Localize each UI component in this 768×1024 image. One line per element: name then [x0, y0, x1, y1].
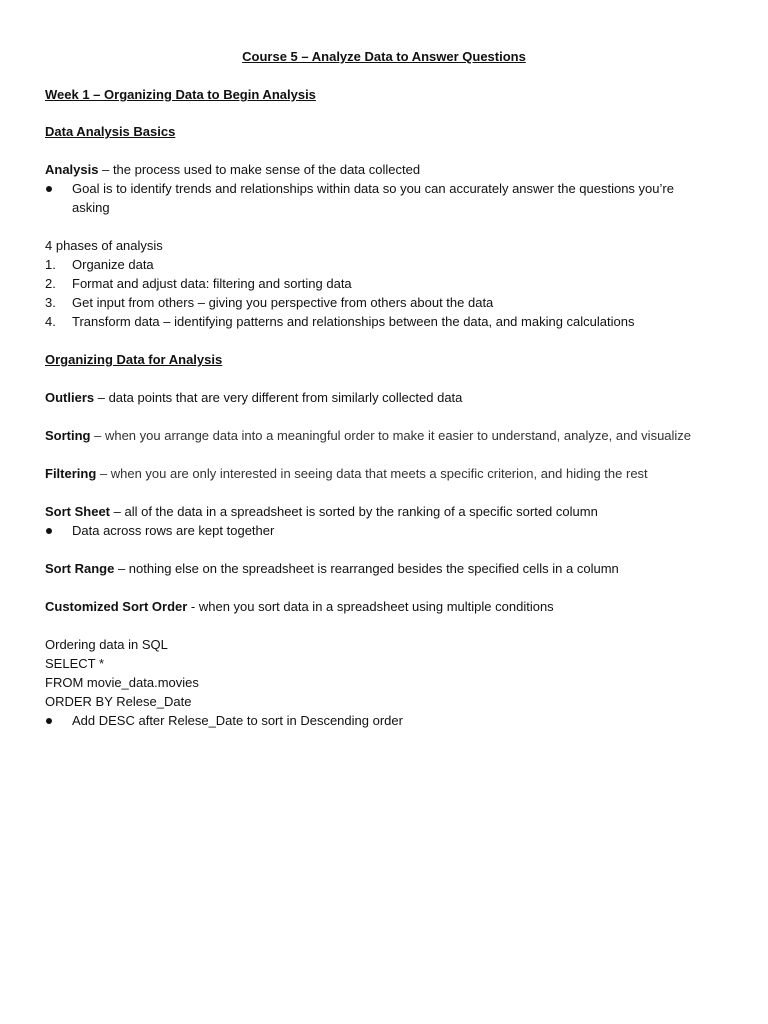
- document-title: Course 5 – Analyze Data to Answer Questions: [242, 49, 526, 64]
- sql-bullet: [45, 711, 738, 730]
- term: Sort Range: [45, 561, 115, 576]
- sql-line: FROM movie_data.movies: [45, 675, 199, 690]
- sort-range-definition: [45, 559, 738, 578]
- list-number: 4.: [45, 314, 56, 329]
- definition-text: – data points that are very different from similarly collected data: [94, 390, 463, 405]
- definition-text: – when you are only interested in seeing data that meets a specific criterion, and hiding the rest: [96, 466, 648, 481]
- phase-item: [45, 293, 738, 312]
- definition-text: – nothing else on the spreadsheet is rearranged besides the specified cells in a column: [114, 561, 619, 576]
- list-text: Organize data: [72, 257, 154, 272]
- week-heading: Week 1 – Organizing Data to Begin Analysis: [45, 87, 316, 102]
- definition-text: – when you arrange data into a meaningful order to make it easier to understand, analyze, and visualize: [90, 428, 692, 443]
- sort-sheet-bullet: [45, 521, 738, 540]
- bullet-icon: [46, 718, 52, 724]
- list-number: 3.: [45, 295, 56, 310]
- phases-intro: 4 phases of analysis: [45, 238, 163, 253]
- sql-intro: Ordering data in SQL: [45, 637, 168, 652]
- list-number: 1.: [45, 257, 56, 272]
- list-text: Get input from others – giving you perspective from others about the data: [72, 295, 494, 310]
- section-heading-organizing: Organizing Data for Analysis: [45, 352, 223, 367]
- bullet-icon: [46, 186, 52, 192]
- phase-item: [45, 312, 738, 331]
- term: Sorting: [45, 428, 91, 443]
- sql-line: SELECT *: [45, 656, 105, 671]
- definition-text: - when you sort data in a spreadsheet using multiple conditions: [187, 599, 554, 614]
- sort-sheet-definition: [45, 502, 738, 521]
- bullet-icon: [46, 528, 52, 534]
- term: Sort Sheet: [45, 504, 111, 519]
- term: Analysis: [45, 162, 99, 177]
- filtering-definition: [45, 464, 738, 483]
- term: Outliers: [45, 390, 95, 405]
- bullet-text: Add DESC after Relese_Date to sort in Descending order: [72, 713, 403, 728]
- section-heading-basics: Data Analysis Basics: [45, 124, 176, 139]
- custom-sort-definition: [45, 597, 738, 616]
- term: Customized Sort Order: [45, 599, 188, 614]
- definition-text: – all of the data in a spreadsheet is sorted by the ranking of a specific sorted column: [110, 504, 598, 519]
- definition-text: – the process used to make sense of the data collected: [98, 162, 421, 177]
- outliers-definition: [45, 388, 738, 407]
- term: Filtering: [45, 466, 97, 481]
- sql-line: ORDER BY Relese_Date: [45, 694, 192, 709]
- list-number: 2.: [45, 276, 56, 291]
- bullet-text: Data across rows are kept together: [72, 523, 275, 538]
- bullet-text: Goal is to identify trends and relationships within data so you can accurately answer the questions you’re: [72, 181, 674, 196]
- analysis-definition: [45, 160, 738, 179]
- list-text: Format and adjust data: filtering and sorting data: [72, 276, 352, 291]
- list-text: Transform data – identifying patterns and relationships between the data, and making calculations: [72, 314, 635, 329]
- phase-item: [45, 255, 738, 274]
- phase-item: [45, 274, 738, 293]
- sorting-definition: [45, 426, 738, 445]
- analysis-bullet: [45, 179, 738, 198]
- analysis-bullet-continuation: asking: [72, 200, 110, 215]
